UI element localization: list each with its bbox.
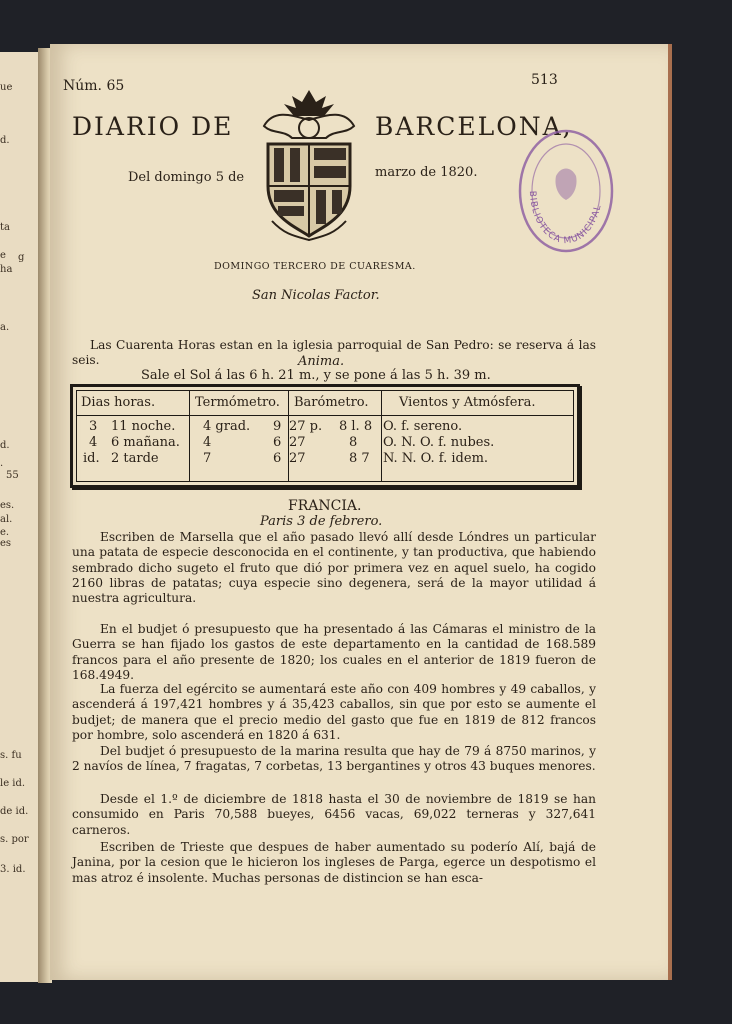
weather-cell: 8 [349,435,358,450]
saint-of-day: San Nicolas Factor. [252,288,380,303]
section-heading: FRANCIA. [288,498,362,514]
weather-table [70,384,580,488]
weather-cell: 27 [289,435,306,450]
weather-header: Dias horas. [81,395,156,410]
left-page-fragment: ue [0,82,13,93]
weather-cell: 11 noche. [111,419,176,434]
left-page-fragment: le id. [0,778,26,789]
article-paragraph: Desde el 1.º de diciembre de 1818 hasta el 30 de noviembre de 1819 se han consumido en Paris 70,588 bueyes, 6456 vacas, 69,022 terneras y 327,641 carneros. [72,792,596,837]
dateline: Paris 3 de febrero. [260,514,383,529]
coat-of-arms-crest [254,86,364,241]
weather-cell: O. f. sereno. [383,419,463,434]
weather-cell: 9 [273,419,282,434]
forty-hours-notice: Las Cuarenta Horas estan en la iglesia parroquial de San Pedro: se reserva á las seis. [72,338,596,368]
weather-cell: 4 [89,435,98,450]
weather-cell: 7 [203,451,212,466]
weather-cell: 4 grad. [203,419,251,434]
article-paragraph: La fuerza del egército se aumentará este año con 409 hombres y 49 caballos, y ascenderá á 197,421 hombres y á 35,423 caballos, sin que por esto se aumente el budjet; de manera que el precio medio del gasto que fue en 1819 de 812 francos por hombre, solo ascenderá en 1820 á 631. [72,682,596,742]
left-page-fragment: d. [0,135,10,146]
weather-cell: 8 l. 8 [339,419,373,434]
weather-cell: 6 [273,435,282,450]
weather-cell: 6 [273,451,282,466]
weather-cell: 6 mañana. [111,435,180,450]
stamp-text: BIBLIOTECA MUNICIPAL [526,190,604,247]
left-page-fragment: a. [0,322,10,333]
weather-cell: 2 tarde [111,451,159,466]
left-page-fragment: es [0,538,12,549]
sunrise-sunset: Sale el Sol á las 6 h. 21 m., y se pone á las 5 h. 39 m. [141,368,491,383]
weather-cell: 8 7 [349,451,370,466]
article-paragraph: Escriben de Marsella que el año pasado llevó allí desde Lóndres un particular una patata de especie desconocida en el continente, y tan productiva, que habiendo sembrado dicho sugeto el fruto que dió por primera vez en aquel suelo, ha cogido 2160 libras de patatas; cuya especie sino degenera, será de la mayor utilidad á nuestra agricultura. [72,530,596,606]
article-paragraph: Escriben de Trieste que despues de haber aumentado su poderío Alí, bajá de Janina, por la cesion que le hicieron los ingleses de Parga, egerce un despotismo el mas atroz é insolente. Muchas personas de distincion se han esca- [72,840,596,885]
article-paragraph: Del budjet ó presupuesto de la marina resulta que hay de 79 á 8750 marinos, y 2 navíos de línea, 7 fragatas, 7 corbetas, 13 bergantines y otros 43 buques menores. [72,744,596,774]
left-page-fragment: g [18,252,25,263]
weather-cell: 27 [289,451,306,466]
left-page-fragment: 3. id. [0,864,26,875]
left-page-fragment: . [0,458,4,469]
weather-cell: id. [83,451,100,466]
masthead-title-right: BARCELONA, [375,112,573,141]
date-line-right: marzo de 1820. [375,165,478,180]
page-number: 513 [531,72,558,88]
anima-label: Anima. [298,354,345,369]
left-page-fragment: ta [0,222,10,233]
weather-header: Vientos y Atmósfera. [399,395,536,410]
left-page-edge [0,52,41,982]
date-line-left: Del domingo 5 de [128,170,245,185]
weather-cell: 27 p. [289,419,323,434]
left-page-fragment: d. [0,440,10,451]
left-page-fragment: es. [0,500,15,511]
left-page-fragment: s. fu [0,750,22,761]
weather-header: Barómetro. [294,395,369,410]
liturgical-day: DOMINGO TERCERO DE CUARESMA. [214,261,416,272]
left-page-fragment: e. [0,527,10,538]
left-page-fragment: s. por [0,834,29,845]
weather-cell: 3 [89,419,98,434]
issue-number: Núm. 65 [63,78,125,94]
newspaper-page [50,44,672,980]
article-paragraph: En el budjet ó presupuesto que ha presentado á las Cámaras el ministro de la Guerra se han fijado los gastos de este departamento en la cantidad de 168.589 francos para el año presente de 1820; los cuales en el anterior de 1819 fueron de 168.4949. [72,622,596,682]
masthead-title-left: DIARIO DE [72,112,234,141]
weather-cell: O. N. O. f. nubes. [383,435,495,450]
weather-cell: 4 [203,435,212,450]
weather-cell: N. N. O. f. idem. [383,451,489,466]
weather-header: Termómetro. [195,395,280,410]
left-page-fragment: al. [0,514,13,525]
left-page-fragment: 55 [6,470,19,481]
library-stamp [516,126,616,256]
left-page-fragment: e [0,250,6,261]
left-page-fragment: ha [0,264,13,275]
left-page-fragment: de id. [0,806,29,817]
